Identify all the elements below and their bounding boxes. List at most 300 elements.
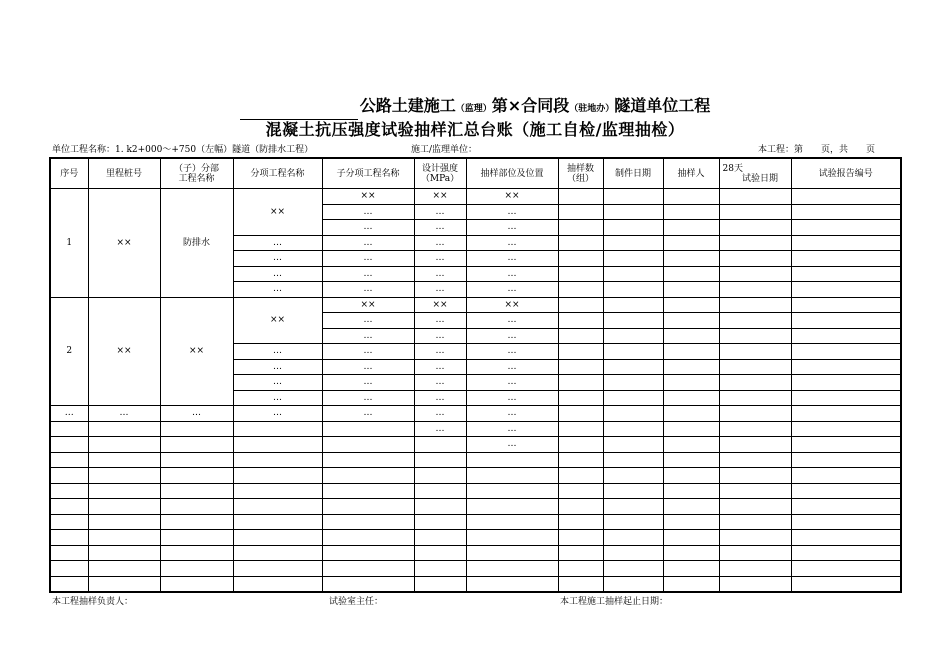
made-date-cell — [603, 406, 663, 422]
count-cell — [558, 189, 603, 205]
report-no-cell — [791, 530, 901, 546]
station-cell — [88, 530, 160, 546]
subitem-cell: … — [322, 266, 414, 282]
strength-cell: … — [414, 390, 466, 406]
table-row — [50, 452, 901, 468]
title-fill-blank — [240, 103, 358, 120]
report-no-cell — [791, 189, 901, 205]
test-date-cell — [719, 483, 791, 499]
made-date-cell — [603, 530, 663, 546]
subitem-cell: … — [322, 406, 414, 422]
item-cell — [233, 561, 322, 577]
subitem-cell: … — [322, 359, 414, 375]
report-no-cell — [791, 297, 901, 313]
test-date-cell — [719, 251, 791, 267]
count-cell — [558, 437, 603, 453]
item-cell — [233, 452, 322, 468]
item-cell: … — [233, 406, 322, 422]
strength-cell — [414, 452, 466, 468]
strength-cell: … — [414, 375, 466, 391]
test-date-cell — [719, 282, 791, 298]
made-date-cell — [603, 297, 663, 313]
count-cell — [558, 297, 603, 313]
test-date-cell — [719, 344, 791, 360]
location-cell: … — [466, 406, 558, 422]
station-cell — [88, 499, 160, 515]
report-no-cell — [791, 282, 901, 298]
strength-cell — [414, 499, 466, 515]
station-cell — [88, 421, 160, 437]
made-date-cell — [603, 251, 663, 267]
subdivision-cell — [160, 545, 233, 561]
subitem-cell — [322, 545, 414, 561]
location-cell: … — [466, 251, 558, 267]
subdivision-cell — [160, 514, 233, 530]
subdivision-cell — [160, 530, 233, 546]
count-cell — [558, 282, 603, 298]
strength-cell — [414, 468, 466, 484]
contractor-label: 施工/监理单位： — [411, 145, 478, 155]
location-cell: … — [466, 359, 558, 375]
strength-cell: … — [414, 235, 466, 251]
test-date-cell — [719, 235, 791, 251]
report-no-cell — [791, 452, 901, 468]
subitem-cell: ×× — [322, 297, 414, 313]
item-cell — [233, 421, 322, 437]
item-cell — [233, 545, 322, 561]
seq-cell: … — [50, 406, 88, 422]
subitem-cell — [322, 561, 414, 577]
made-date-cell — [603, 220, 663, 236]
title-text-2: （监理） — [455, 104, 492, 114]
sampler-cell — [663, 282, 719, 298]
report-no-cell — [791, 359, 901, 375]
strength-cell — [414, 576, 466, 592]
sampler-cell — [663, 545, 719, 561]
made-date-cell — [603, 204, 663, 220]
sampler-cell — [663, 328, 719, 344]
subitem-cell: … — [322, 282, 414, 298]
made-date-cell — [603, 328, 663, 344]
test-date-cell — [719, 375, 791, 391]
station-cell — [88, 514, 160, 530]
subitem-cell: … — [322, 313, 414, 329]
header-subitem: 子分项工程名称 — [322, 158, 414, 189]
title-text-1: 公路土建施工 — [359, 96, 456, 115]
strength-cell: … — [414, 421, 466, 437]
item-cell: … — [233, 282, 322, 298]
station-cell: ×× — [88, 297, 160, 406]
strength-cell: ×× — [414, 189, 466, 205]
location-cell: … — [466, 390, 558, 406]
sampler-cell — [663, 576, 719, 592]
strength-cell: … — [414, 220, 466, 236]
test-date-cell — [719, 313, 791, 329]
report-no-cell — [791, 251, 901, 267]
item-cell: ×× — [233, 297, 322, 344]
count-cell — [558, 251, 603, 267]
subdivision-cell — [160, 452, 233, 468]
report-no-cell — [791, 421, 901, 437]
sampler-cell — [663, 390, 719, 406]
report-no-cell — [791, 220, 901, 236]
table-row — [50, 499, 901, 515]
subitem-cell — [322, 514, 414, 530]
header-count: 抽样数 （组） — [558, 158, 603, 189]
sampler-cell — [663, 483, 719, 499]
made-date-cell — [603, 375, 663, 391]
sampler-cell — [663, 499, 719, 515]
test-date-cell — [719, 406, 791, 422]
sampler-cell — [663, 530, 719, 546]
item-cell: … — [233, 235, 322, 251]
subdivision-cell — [160, 483, 233, 499]
strength-cell: … — [414, 204, 466, 220]
item-cell — [233, 499, 322, 515]
document-title — [0, 95, 950, 120]
location-cell: … — [466, 282, 558, 298]
strength-cell: … — [414, 328, 466, 344]
subdivision-cell: … — [160, 406, 233, 422]
strength-cell — [414, 530, 466, 546]
sampler-cell — [663, 313, 719, 329]
subdivision-cell: ×× — [160, 297, 233, 406]
header-made-date: 制件日期 — [603, 158, 663, 189]
count-cell — [558, 235, 603, 251]
subitem-cell — [322, 483, 414, 499]
table-row — [50, 545, 901, 561]
subitem-cell: … — [322, 251, 414, 267]
seq-cell — [50, 530, 88, 546]
count-cell — [558, 576, 603, 592]
seq-cell — [50, 576, 88, 592]
made-date-cell — [603, 437, 663, 453]
report-no-cell — [791, 468, 901, 484]
location-cell — [466, 514, 558, 530]
count-cell — [558, 220, 603, 236]
title-text-3: 第×合同段 — [491, 96, 570, 115]
header-test-date: 28天 试验日期 — [719, 158, 791, 189]
location-cell — [466, 499, 558, 515]
count-cell — [558, 406, 603, 422]
seq-cell — [50, 452, 88, 468]
count-cell — [558, 204, 603, 220]
location-cell: … — [466, 421, 558, 437]
station-cell — [88, 468, 160, 484]
made-date-cell — [603, 313, 663, 329]
report-no-cell — [791, 313, 901, 329]
header-subdivision: （子）分部 工程名称 — [160, 158, 233, 189]
sampler-cell — [663, 375, 719, 391]
station-cell — [88, 561, 160, 577]
report-no-cell — [791, 483, 901, 499]
page-count-label: 本工程：第 页，共 页 — [758, 145, 876, 155]
seq-cell — [50, 499, 88, 515]
location-cell — [466, 561, 558, 577]
subitem-cell — [322, 576, 414, 592]
title-text-4: （驻地办） — [569, 104, 615, 114]
strength-cell — [414, 514, 466, 530]
item-cell: … — [233, 359, 322, 375]
strength-cell: … — [414, 282, 466, 298]
made-date-cell — [603, 545, 663, 561]
location-cell: ×× — [466, 297, 558, 313]
seq-cell — [50, 437, 88, 453]
sampler-cell — [663, 189, 719, 205]
sampler-cell — [663, 514, 719, 530]
location-cell — [466, 483, 558, 499]
subitem-cell — [322, 468, 414, 484]
report-no-cell — [791, 437, 901, 453]
count-cell — [558, 421, 603, 437]
subitem-cell: … — [322, 375, 414, 391]
subdivision-cell — [160, 561, 233, 577]
subitem-cell — [322, 452, 414, 468]
station-cell — [88, 437, 160, 453]
count-cell — [558, 344, 603, 360]
sampler-cell — [663, 452, 719, 468]
station-cell — [88, 483, 160, 499]
item-cell — [233, 483, 322, 499]
sampler-cell — [663, 204, 719, 220]
count-cell — [558, 375, 603, 391]
item-cell: … — [233, 375, 322, 391]
header-strength: 设计强度 （MPa） — [414, 158, 466, 189]
sampler-cell — [663, 359, 719, 375]
location-cell — [466, 468, 558, 484]
seq-cell: 1 — [50, 189, 88, 298]
report-no-cell — [791, 266, 901, 282]
item-cell — [233, 576, 322, 592]
item-cell: … — [233, 344, 322, 360]
test-date-cell — [719, 545, 791, 561]
item-cell: … — [233, 266, 322, 282]
strength-cell: … — [414, 344, 466, 360]
item-cell — [233, 514, 322, 530]
count-cell — [558, 483, 603, 499]
made-date-cell — [603, 576, 663, 592]
report-no-cell — [791, 576, 901, 592]
count-cell — [558, 359, 603, 375]
report-no-cell — [791, 561, 901, 577]
subitem-cell — [322, 421, 414, 437]
test-date-cell — [719, 266, 791, 282]
location-cell: … — [466, 375, 558, 391]
test-date-cell — [719, 499, 791, 515]
header-seq: 序号 — [50, 158, 88, 189]
item-cell — [233, 437, 322, 453]
sampler-cell — [663, 235, 719, 251]
test-date-cell — [719, 514, 791, 530]
document-subtitle: 混凝土抗压强度试验抽样汇总台账（施工自检/监理抽检） — [265, 120, 685, 139]
location-cell: … — [466, 220, 558, 236]
table-header-row — [50, 158, 901, 189]
test-date-cell — [719, 468, 791, 484]
item-cell: ×× — [233, 189, 322, 236]
seq-cell — [50, 483, 88, 499]
table-row — [50, 514, 901, 530]
station-cell: … — [88, 406, 160, 422]
station-cell — [88, 545, 160, 561]
subitem-cell: … — [322, 328, 414, 344]
table-row — [50, 421, 901, 437]
count-cell — [558, 266, 603, 282]
subitem-cell — [322, 530, 414, 546]
made-date-cell — [603, 421, 663, 437]
footer-responsible: 本工程抽样负责人： — [52, 597, 134, 607]
test-date-cell — [719, 204, 791, 220]
subdivision-cell — [160, 468, 233, 484]
subitem-cell: ×× — [322, 189, 414, 205]
location-cell: … — [466, 344, 558, 360]
table-row — [50, 189, 901, 205]
sampler-cell — [663, 266, 719, 282]
sampler-cell — [663, 421, 719, 437]
made-date-cell — [603, 452, 663, 468]
test-date-cell — [719, 359, 791, 375]
count-cell — [558, 328, 603, 344]
made-date-cell — [603, 282, 663, 298]
report-no-cell — [791, 375, 901, 391]
made-date-cell — [603, 514, 663, 530]
report-no-cell — [791, 344, 901, 360]
seq-cell — [50, 421, 88, 437]
table-row — [50, 406, 901, 422]
location-cell — [466, 576, 558, 592]
location-cell: … — [466, 235, 558, 251]
sampler-cell — [663, 344, 719, 360]
strength-cell: … — [414, 313, 466, 329]
count-cell — [558, 452, 603, 468]
location-cell: ×× — [466, 189, 558, 205]
subdivision-cell — [160, 576, 233, 592]
test-date-cell — [719, 437, 791, 453]
count-cell — [558, 390, 603, 406]
location-cell: … — [466, 204, 558, 220]
test-date-cell — [719, 220, 791, 236]
location-cell: … — [466, 266, 558, 282]
item-cell — [233, 530, 322, 546]
subdivision-cell: 防排水 — [160, 189, 233, 298]
test-date-cell — [719, 421, 791, 437]
table-row — [50, 437, 901, 453]
strength-cell — [414, 561, 466, 577]
count-cell — [558, 313, 603, 329]
count-cell — [558, 530, 603, 546]
seq-cell — [50, 561, 88, 577]
made-date-cell — [603, 344, 663, 360]
location-cell — [466, 452, 558, 468]
test-date-cell — [719, 561, 791, 577]
subdivision-cell — [160, 437, 233, 453]
made-date-cell — [603, 483, 663, 499]
strength-cell: ×× — [414, 297, 466, 313]
header-report-no: 试验报告编号 — [791, 158, 901, 189]
made-date-cell — [603, 390, 663, 406]
location-cell — [466, 530, 558, 546]
made-date-cell — [603, 499, 663, 515]
count-cell — [558, 545, 603, 561]
strength-cell — [414, 545, 466, 561]
item-cell: … — [233, 251, 322, 267]
report-no-cell — [791, 390, 901, 406]
test-date-cell — [719, 576, 791, 592]
test-date-cell — [719, 530, 791, 546]
ledger-table — [49, 157, 902, 593]
strength-cell: … — [414, 406, 466, 422]
location-cell: … — [466, 313, 558, 329]
subdivision-cell — [160, 421, 233, 437]
report-no-cell — [791, 406, 901, 422]
report-no-cell — [791, 545, 901, 561]
header-location: 抽样部位及位置 — [466, 158, 558, 189]
table-row — [50, 297, 901, 313]
count-cell — [558, 499, 603, 515]
subitem-cell — [322, 437, 414, 453]
footer-period: 本工程施工抽样起止日期： — [560, 597, 669, 607]
title-text-5: 隧道单位工程 — [614, 96, 711, 115]
test-date-cell — [719, 390, 791, 406]
subitem-cell — [322, 499, 414, 515]
item-cell — [233, 468, 322, 484]
location-cell — [466, 545, 558, 561]
strength-cell: … — [414, 251, 466, 267]
table-row — [50, 530, 901, 546]
location-cell: … — [466, 437, 558, 453]
made-date-cell — [603, 359, 663, 375]
table-row — [50, 468, 901, 484]
report-no-cell — [791, 514, 901, 530]
station-cell: ×× — [88, 189, 160, 298]
seq-cell — [50, 468, 88, 484]
station-cell — [88, 576, 160, 592]
sampler-cell — [663, 220, 719, 236]
header-station: 里程桩号 — [88, 158, 160, 189]
test-date-cell — [719, 328, 791, 344]
strength-cell — [414, 437, 466, 453]
made-date-cell — [603, 235, 663, 251]
footer-lab-director: 试验室主任： — [329, 597, 384, 607]
sampler-cell — [663, 561, 719, 577]
subitem-cell: … — [322, 235, 414, 251]
sampler-cell — [663, 437, 719, 453]
made-date-cell — [603, 561, 663, 577]
sampler-cell — [663, 468, 719, 484]
unit-project-label: 单位工程名称：1. k2+000～+750（左幅）隧道（防排水工程） — [52, 145, 314, 155]
report-no-cell — [791, 235, 901, 251]
sampler-cell — [663, 297, 719, 313]
table-row — [50, 576, 901, 592]
made-date-cell — [603, 266, 663, 282]
sampler-cell — [663, 406, 719, 422]
subitem-cell: … — [322, 344, 414, 360]
report-no-cell — [791, 328, 901, 344]
header-item: 分项工程名称 — [233, 158, 322, 189]
table-row — [50, 483, 901, 499]
made-date-cell — [603, 468, 663, 484]
strength-cell: … — [414, 359, 466, 375]
location-cell: … — [466, 328, 558, 344]
subdivision-cell — [160, 499, 233, 515]
test-date-cell — [719, 452, 791, 468]
made-date-cell — [603, 189, 663, 205]
test-date-cell — [719, 297, 791, 313]
report-no-cell — [791, 499, 901, 515]
count-cell — [558, 561, 603, 577]
header-sampler: 抽样人 — [663, 158, 719, 189]
count-cell — [558, 468, 603, 484]
subitem-cell: … — [322, 390, 414, 406]
